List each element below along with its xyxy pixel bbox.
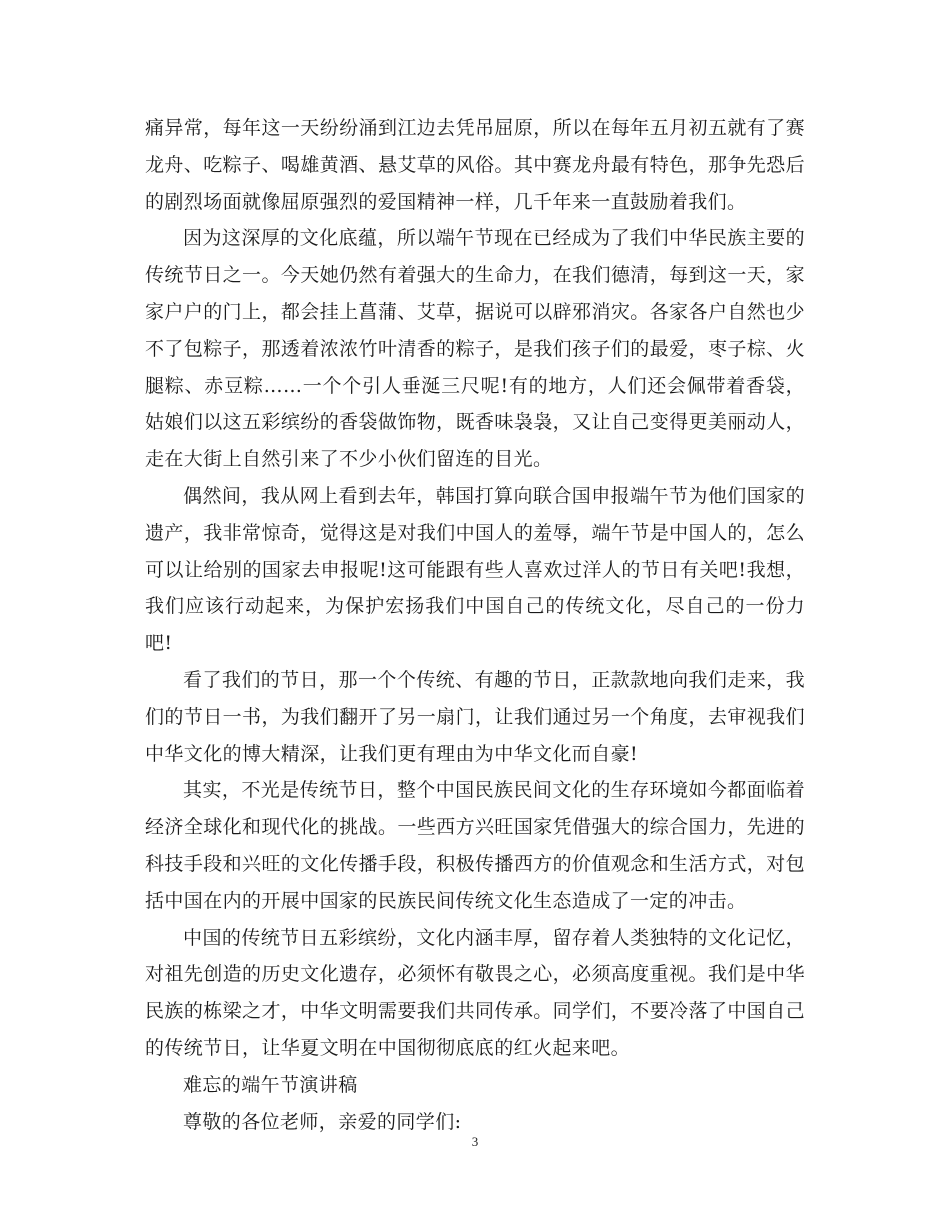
paragraph: 偶然间，我从网上看到去年，韩国打算向联合国申报端午节为他们国家的遗产，我非常惊奇，觉得这是对我们中国人的羞辱，端午节是中国人的，怎么可以让给别的国家去申报呢!这可能跟有些人喜欢过洋人的节日有关吧!我想，我们应该行动起来，为保护宏扬我们中国自己的传统文化，尽自己的一份力吧! bbox=[145, 484, 805, 655]
section-title: 难忘的端午节演讲稿 bbox=[183, 1073, 358, 1096]
page-number: 3 bbox=[471, 1134, 479, 1149]
paragraph: 因为这深厚的文化底蕴，所以端午节现在已经成为了我们中华民族主要的传统节日之一。今天她仍然有着强大的生命力，在我们德清，每到这一天，家家户户的门上，都会挂上菖蒲、艾草，据说可以辟邪消灾。各家各户自然也少不了包粽子，那透着浓浓竹叶清香的粽子，是我们孩子们的最爱，枣子棕、火腿粽、赤豆粽……一个个引人垂涎三尺呢!有的地方，人们还会佩带着香袋，姑娘们以这五彩缤纷的香袋做饰物，既香味袅袅，又让自己变得更美丽动人，走在大街上自然引来了不少小伙们留连的目光。 bbox=[145, 227, 805, 471]
paragraph: 其实，不光是传统节日，整个中国民族民间文化的生存环境如今都面临着经济全球化和现代化的挑战。一些西方兴旺国家凭借强大的综合国力，先进的科技手段和兴旺的文化传播手段，积极传播西方的价值观念和生活方式，对包括中国在内的开展中国家的民族民间传统文化生态造成了一定的冲击。 bbox=[145, 779, 805, 912]
paragraph: 看了我们的节日，那一个个传统、有趣的节日，正款款地向我们走来，我们的节日一书，为我们翻开了另一扇门，让我们通过另一个角度，去审视我们中华文化的博大精深，让我们更有理由为中华文化而自豪! bbox=[145, 668, 805, 765]
paragraph-continued: 痛异常，每年这一天纷纷涌到江边去凭吊屈原，所以在每年五月初五就有了赛龙舟、吃粽子、喝雄黄酒、悬艾草的风俗。其中赛龙舟最有特色，那争先恐后的剧烈场面就像屈原强烈的爱国精神一样，几千年来一直鼓励着我们。 bbox=[145, 117, 805, 213]
salutation: 尊敬的各位老师，亲爱的同学们: bbox=[183, 1110, 462, 1133]
paragraph: 中国的传统节日五彩缤纷，文化内涵丰厚，留存着人类独特的文化记忆，对祖先创造的历史文化遗存，必须怀有敬畏之心，必须高度重视。我们是中华民族的栋梁之才，中华文明需要我们共同传承。同学们，不要冷落了中国自己的传统节日，让华夏文明在中国彻彻底底的红火起来吧。 bbox=[145, 926, 805, 1059]
body-text bbox=[145, 110, 805, 1140]
